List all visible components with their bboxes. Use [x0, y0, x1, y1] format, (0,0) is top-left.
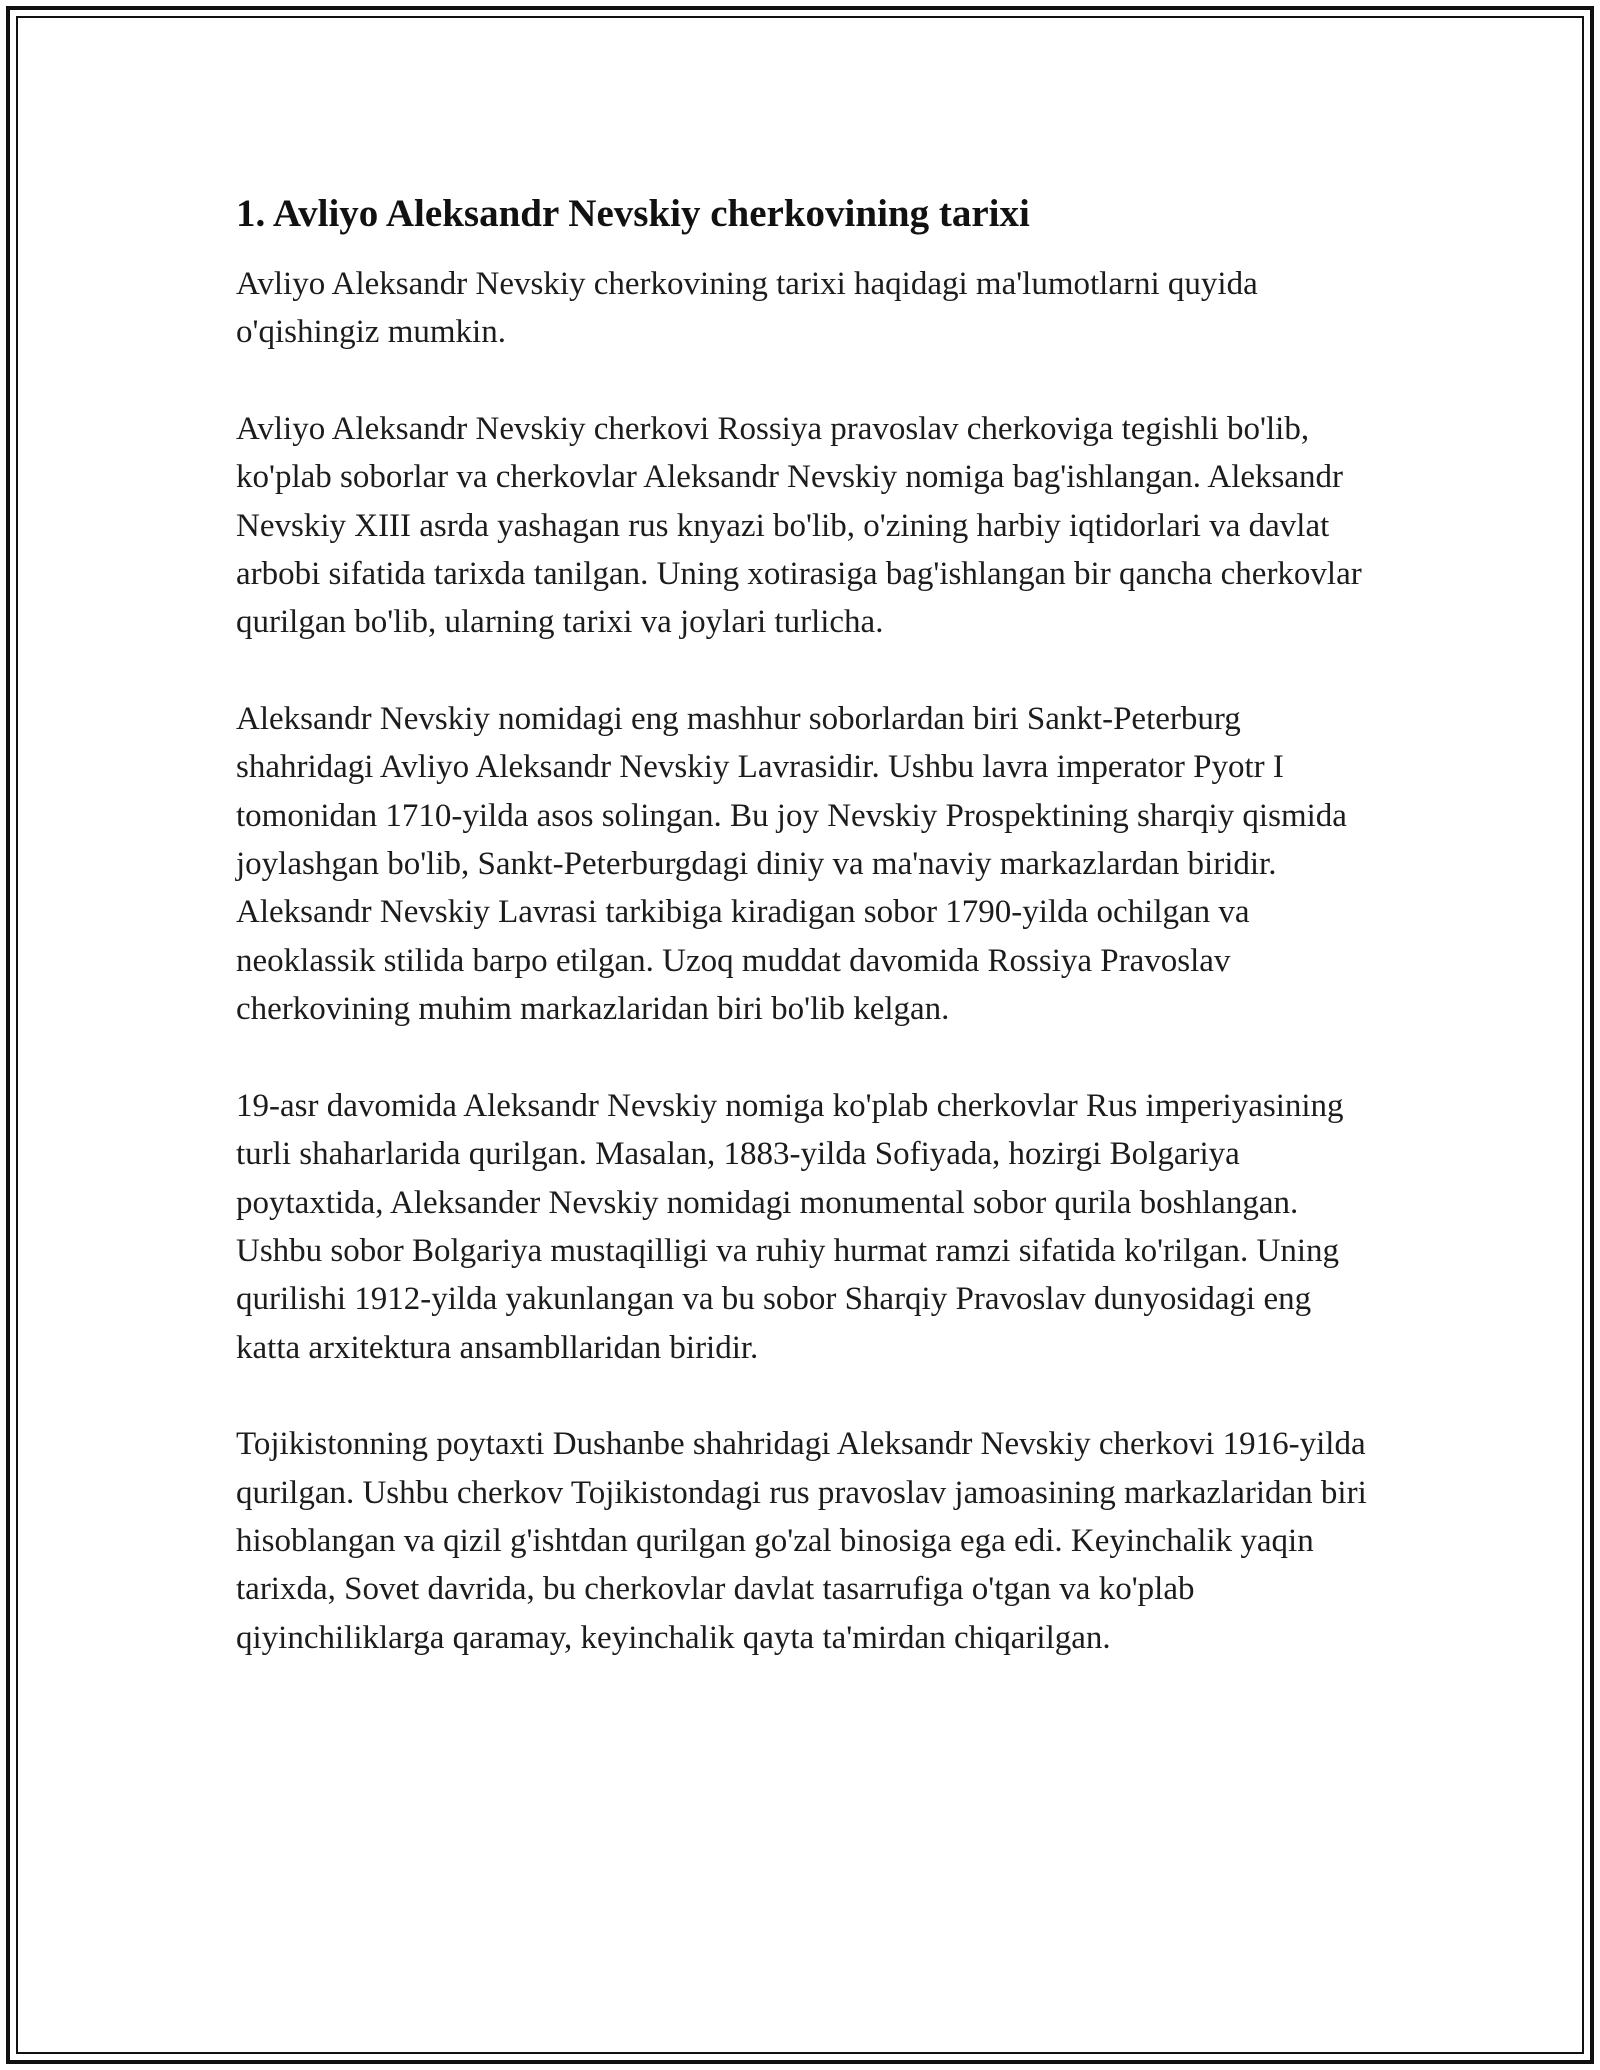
paragraph-19th-century: 19-asr davomida Aleksandr Nevskiy nomiga ko'plab cherkovlar Rus imperiyasining turli shaharlarida qurilgan. Masalan, 1883-yilda Sofiyada, hozirgi Bolgariya poytaxtida, Aleksander Nevskiy nomidagi monumental sobor qurila boshlangan. Ushbu sobor Bolgariya mustaqilligi va ruhiy hurmat ramzi sifatida ko'rilgan. Uning qurilishi 1912-yilda yakunlangan va bu sobor Sharqiy Pravoslav dunyosidagi eng katta arxitektura ansambllaridan biridir. [236, 1087, 1344, 1366]
paragraph-dushanbe: Tojikistonning poytaxti Dushanbe shahridagi Aleksandr Nevskiy cherkovi 1916-yilda qurilgan. Ushbu cherkov Tojikistondagi rus pravoslav jamoasining markazlaridan biri hisoblangan va qizil g'ishtdan qurilgan go'zal binosiga ega edi. Keyinchalik yaqin tarixda, Sovet davrida, bu cherkovlar davlat tasarrufiga o'tgan va ko'plab qiyinchiliklarga qaramay, keyinchalik qayta ta'mirdan chiqarilgan. [236, 1426, 1367, 1656]
paragraph-intro: Avliyo Aleksandr Nevskiy cherkovining tarixi haqidagi ma'lumotlarni quyida o'qishingiz mumkin. [236, 266, 1258, 351]
paragraph-lavra: Aleksandr Nevskiy nomidagi eng mashhur soborlardan biri Sankt-Peterburg shahridagi Avliyo Aleksandr Nevskiy Lavrasidir. Ushbu lavra imperator Pyotr I tomonidan 1710-yilda asos solingan. Bu joy Nevskiy Prospektining sharqiy qismida joylashgan bo'lib, Sankt-Peterburgdagi diniy va ma'naviy markazlardan biridir. Aleksandr Nevskiy Lavrasi tarkibiga kiradigan sobor 1790-yilda ochilgan va neoklassik stilida barpo etilgan. Uzoq muddat davomida Rossiya Pravoslav cherkovining muhim markazlaridan biri bo'lib kelgan. [236, 700, 1347, 1028]
section-heading: 1. Avliyo Aleksandr Nevskiy cherkovining tarixi [236, 192, 1030, 235]
paragraph-about-church: Avliyo Aleksandr Nevskiy cherkovi Rossiya pravoslav cherkoviga tegishli bo'lib, ko'plab soborlar va cherkovlar Aleksandr Nevskiy nomiga bag'ishlangan. Aleksandr Nevskiy XIII asrda yashagan rus knyazi bo'lib, o'zining harbiy iqtidorlari va davlat arbobi sifatida tarixda tanilgan. Uning xotirasiga bag'ishlangan bir qancha cherkovlar qurilgan bo'lib, ularning tarixi va joylari turlicha. [236, 410, 1362, 641]
document-body [236, 188, 1376, 1710]
